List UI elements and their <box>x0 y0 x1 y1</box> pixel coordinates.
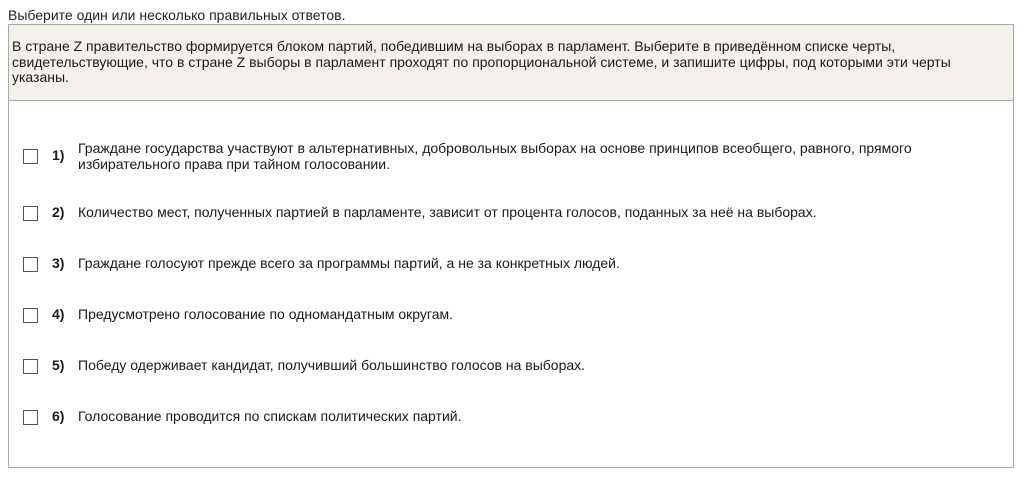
option-4-number: 4) <box>52 306 65 322</box>
instruction-text: Выберите один или несколько правильных ответов. <box>8 7 346 23</box>
option-6[interactable] <box>9 409 1013 429</box>
option-6-text: Голосование проводится по спискам политических партий. <box>78 408 462 424</box>
option-1-checkbox[interactable] <box>23 149 38 164</box>
option-1-number: 1) <box>52 147 65 163</box>
option-1[interactable] <box>9 140 1013 176</box>
option-6-number: 6) <box>52 408 65 424</box>
option-3[interactable] <box>9 256 1013 276</box>
option-4[interactable] <box>9 307 1013 327</box>
option-1-text: Граждане государства участвуют в альтернативных, добровольных выборах на основе принципов всеобщего, равного, прямого избирательного права при тайном голосовании. <box>78 140 912 172</box>
option-3-text: Граждане голосуют прежде всего за программы партий, а не за конкретных людей. <box>78 255 620 271</box>
option-2[interactable] <box>9 205 1013 225</box>
option-3-number: 3) <box>52 255 65 271</box>
question-text: В стране Z правительство формируется блоком партий, победившим на выборах в парламент. Выберите в приведённом списке черты, свидетельствующие, что в стране Z выборы в парламент проходят по пропорциональной системе, и запишите цифры, под которыми эти черты указаны. <box>9 25 1013 101</box>
option-4-checkbox[interactable] <box>23 308 38 323</box>
option-2-number: 2) <box>52 204 65 220</box>
option-5-text: Победу одерживает кандидат, получивший большинство голосов на выборах. <box>78 357 586 373</box>
option-5-checkbox[interactable] <box>23 359 38 374</box>
option-2-checkbox[interactable] <box>23 206 38 221</box>
option-3-checkbox[interactable] <box>23 257 38 272</box>
option-2-text: Количество мест, полученных партией в парламенте, зависит от процента голосов, поданных за неё на выборах. <box>78 204 817 220</box>
option-5-number: 5) <box>52 357 65 373</box>
option-4-text: Предусмотрено голосование по одномандатным округам. <box>78 306 454 322</box>
option-5[interactable] <box>9 358 1013 378</box>
task-panel <box>8 24 1014 468</box>
option-6-checkbox[interactable] <box>23 410 38 425</box>
